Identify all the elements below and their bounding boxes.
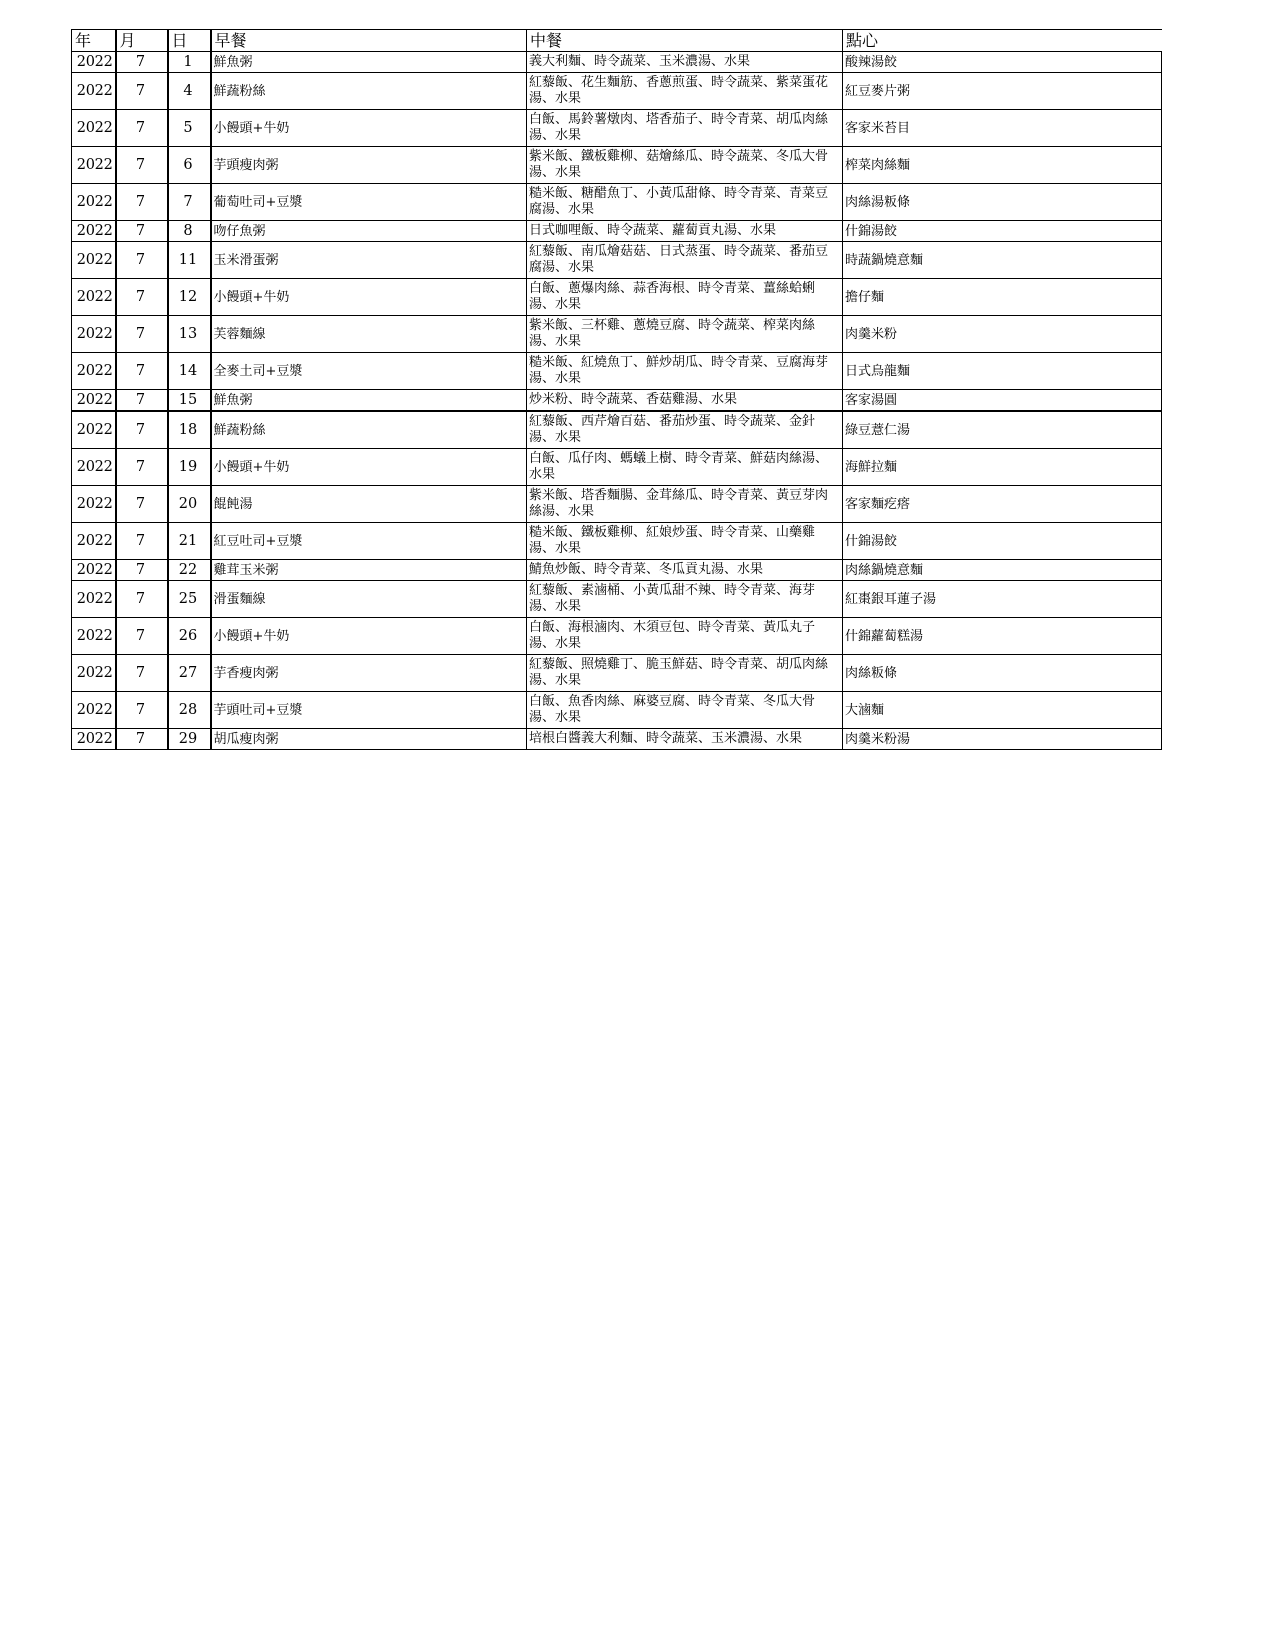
cell-year: 2022	[72, 110, 116, 147]
cell-breakfast: 小饅頭+牛奶	[211, 449, 527, 486]
cell-month: 7	[116, 110, 168, 147]
cell-snack: 客家湯圓	[843, 390, 1162, 412]
cell-year: 2022	[72, 692, 116, 729]
cell-month: 7	[116, 449, 168, 486]
cell-month: 7	[116, 560, 168, 581]
table-row	[72, 184, 1162, 221]
cell-breakfast: 鮮蔬粉絲	[211, 411, 527, 449]
cell-year: 2022	[72, 221, 116, 242]
cell-breakfast: 玉米滑蛋粥	[211, 242, 527, 279]
cell-lunch: 糙米飯、紅燒魚丁、鮮炒胡瓜、時令青菜、豆腐海芽湯、水果	[527, 353, 843, 390]
cell-month: 7	[116, 618, 168, 655]
cell-snack: 肉羹米粉	[843, 316, 1162, 353]
cell-breakfast: 鮮蔬粉絲	[211, 73, 527, 110]
table-row	[72, 618, 1162, 655]
table-row	[72, 316, 1162, 353]
cell-snack: 時蔬鍋燒意麵	[843, 242, 1162, 279]
cell-breakfast: 小饅頭+牛奶	[211, 279, 527, 316]
cell-day: 15	[168, 390, 211, 412]
cell-year: 2022	[72, 353, 116, 390]
cell-snack: 酸辣湯餃	[843, 52, 1162, 73]
table-row	[72, 390, 1162, 412]
cell-snack: 什錦湯餃	[843, 523, 1162, 560]
table-row	[72, 581, 1162, 618]
cell-month: 7	[116, 52, 168, 73]
cell-lunch: 白飯、魚香肉絲、麻婆豆腐、時令青菜、冬瓜大骨湯、水果	[527, 692, 843, 729]
table-body	[72, 52, 1162, 750]
cell-year: 2022	[72, 581, 116, 618]
cell-day: 1	[168, 52, 211, 73]
cell-lunch: 紅藜飯、素滷桶、小黃瓜甜不辣、時令青菜、海芽湯、水果	[527, 581, 843, 618]
cell-snack: 海鮮拉麵	[843, 449, 1162, 486]
table-row	[72, 692, 1162, 729]
cell-breakfast: 雞茸玉米粥	[211, 560, 527, 581]
table-row	[72, 353, 1162, 390]
cell-breakfast: 鮮魚粥	[211, 390, 527, 412]
cell-month: 7	[116, 523, 168, 560]
cell-snack: 肉羹米粉湯	[843, 729, 1162, 750]
cell-month: 7	[116, 279, 168, 316]
cell-lunch: 培根白醬義大利麵、時令蔬菜、玉米濃湯、水果	[527, 729, 843, 750]
cell-breakfast: 小饅頭+牛奶	[211, 618, 527, 655]
cell-breakfast: 芋香瘦肉粥	[211, 655, 527, 692]
cell-lunch: 紅藜飯、花生麵筋、香蔥煎蛋、時令蔬菜、紫菜蛋花湯、水果	[527, 73, 843, 110]
cell-month: 7	[116, 692, 168, 729]
cell-month: 7	[116, 73, 168, 110]
table-row	[72, 411, 1162, 449]
cell-year: 2022	[72, 147, 116, 184]
header-day: 日	[168, 30, 211, 52]
header-lunch: 中餐	[527, 30, 843, 52]
cell-day: 19	[168, 449, 211, 486]
table-row	[72, 147, 1162, 184]
cell-month: 7	[116, 411, 168, 449]
cell-lunch: 白飯、馬鈴薯燉肉、塔香茄子、時令青菜、胡瓜肉絲湯、水果	[527, 110, 843, 147]
cell-year: 2022	[72, 729, 116, 750]
cell-day: 5	[168, 110, 211, 147]
cell-year: 2022	[72, 449, 116, 486]
cell-lunch: 紅藜飯、南瓜燴菇菇、日式蒸蛋、時令蔬菜、番茄豆腐湯、水果	[527, 242, 843, 279]
cell-year: 2022	[72, 279, 116, 316]
cell-snack: 紅棗銀耳蓮子湯	[843, 581, 1162, 618]
cell-day: 14	[168, 353, 211, 390]
cell-month: 7	[116, 184, 168, 221]
cell-snack: 擔仔麵	[843, 279, 1162, 316]
cell-breakfast: 滑蛋麵線	[211, 581, 527, 618]
cell-month: 7	[116, 390, 168, 412]
cell-snack: 什錦蘿蔔糕湯	[843, 618, 1162, 655]
cell-month: 7	[116, 221, 168, 242]
cell-year: 2022	[72, 184, 116, 221]
cell-month: 7	[116, 729, 168, 750]
cell-breakfast: 芋頭瘦肉粥	[211, 147, 527, 184]
table-row	[72, 52, 1162, 73]
cell-breakfast: 全麥土司+豆漿	[211, 353, 527, 390]
cell-year: 2022	[72, 390, 116, 412]
cell-year: 2022	[72, 242, 116, 279]
cell-day: 28	[168, 692, 211, 729]
cell-lunch: 紫米飯、塔香麵腸、金茸絲瓜、時令青菜、黃豆芽肉絲湯、水果	[527, 486, 843, 523]
table-header	[72, 30, 1162, 52]
header-month: 月	[116, 30, 168, 52]
cell-day: 4	[168, 73, 211, 110]
cell-day: 22	[168, 560, 211, 581]
cell-day: 26	[168, 618, 211, 655]
table-row	[72, 279, 1162, 316]
cell-day: 18	[168, 411, 211, 449]
table-row	[72, 449, 1162, 486]
table-row	[72, 560, 1162, 581]
header-row	[72, 30, 1162, 52]
cell-day: 20	[168, 486, 211, 523]
cell-day: 27	[168, 655, 211, 692]
cell-month: 7	[116, 242, 168, 279]
cell-day: 11	[168, 242, 211, 279]
cell-lunch: 日式咖哩飯、時令蔬菜、蘿蔔貢丸湯、水果	[527, 221, 843, 242]
table-row	[72, 110, 1162, 147]
cell-year: 2022	[72, 316, 116, 353]
table-row	[72, 73, 1162, 110]
cell-breakfast: 芋頭吐司+豆漿	[211, 692, 527, 729]
cell-lunch: 鯖魚炒飯、時令青菜、冬瓜貢丸湯、水果	[527, 560, 843, 581]
menu-table	[71, 29, 1162, 750]
cell-month: 7	[116, 581, 168, 618]
cell-day: 25	[168, 581, 211, 618]
cell-lunch: 白飯、海根滷肉、木須豆包、時令青菜、黃瓜丸子湯、水果	[527, 618, 843, 655]
cell-snack: 肉絲粄條	[843, 655, 1162, 692]
cell-year: 2022	[72, 618, 116, 655]
cell-lunch: 糙米飯、鐵板雞柳、紅娘炒蛋、時令青菜、山藥雞湯、水果	[527, 523, 843, 560]
header-year: 年	[72, 30, 116, 52]
table-row	[72, 242, 1162, 279]
cell-snack: 客家米苔目	[843, 110, 1162, 147]
cell-year: 2022	[72, 486, 116, 523]
table-row	[72, 221, 1162, 242]
cell-breakfast: 葡萄吐司+豆漿	[211, 184, 527, 221]
cell-breakfast: 小饅頭+牛奶	[211, 110, 527, 147]
cell-year: 2022	[72, 411, 116, 449]
cell-month: 7	[116, 486, 168, 523]
cell-month: 7	[116, 147, 168, 184]
cell-snack: 榨菜肉絲麵	[843, 147, 1162, 184]
cell-snack: 肉絲鍋燒意麵	[843, 560, 1162, 581]
cell-snack: 客家麵疙瘩	[843, 486, 1162, 523]
cell-month: 7	[116, 353, 168, 390]
cell-day: 21	[168, 523, 211, 560]
cell-breakfast: 芙蓉麵線	[211, 316, 527, 353]
cell-lunch: 炒米粉、時令蔬菜、香菇雞湯、水果	[527, 390, 843, 412]
cell-lunch: 紫米飯、鐵板雞柳、菇燴絲瓜、時令蔬菜、冬瓜大骨湯、水果	[527, 147, 843, 184]
table-row	[72, 486, 1162, 523]
cell-day: 29	[168, 729, 211, 750]
cell-lunch: 白飯、蔥爆肉絲、蒜香海根、時令青菜、薑絲蛤蜊湯、水果	[527, 279, 843, 316]
cell-snack: 紅豆麥片粥	[843, 73, 1162, 110]
table-row	[72, 523, 1162, 560]
cell-breakfast: 鮮魚粥	[211, 52, 527, 73]
header-snack: 點心	[843, 30, 1162, 52]
cell-snack: 什錦湯餃	[843, 221, 1162, 242]
cell-breakfast: 餛飩湯	[211, 486, 527, 523]
cell-year: 2022	[72, 52, 116, 73]
cell-year: 2022	[72, 560, 116, 581]
cell-breakfast: 胡瓜瘦肉粥	[211, 729, 527, 750]
cell-day: 7	[168, 184, 211, 221]
cell-year: 2022	[72, 523, 116, 560]
cell-snack: 日式烏龍麵	[843, 353, 1162, 390]
cell-snack: 肉絲湯粄條	[843, 184, 1162, 221]
table-row	[72, 729, 1162, 750]
cell-day: 13	[168, 316, 211, 353]
cell-breakfast: 紅豆吐司+豆漿	[211, 523, 527, 560]
cell-day: 12	[168, 279, 211, 316]
cell-month: 7	[116, 655, 168, 692]
cell-breakfast: 吻仔魚粥	[211, 221, 527, 242]
cell-month: 7	[116, 316, 168, 353]
cell-year: 2022	[72, 655, 116, 692]
cell-lunch: 白飯、瓜仔肉、螞蟻上樹、時令青菜、鮮菇肉絲湯、水果	[527, 449, 843, 486]
cell-snack: 大滷麵	[843, 692, 1162, 729]
cell-snack: 綠豆薏仁湯	[843, 411, 1162, 449]
cell-lunch: 紅藜飯、照燒雞丁、脆玉鮮菇、時令青菜、胡瓜肉絲湯、水果	[527, 655, 843, 692]
header-breakfast: 早餐	[211, 30, 527, 52]
cell-lunch: 紅藜飯、西芹燴百菇、番茄炒蛋、時令蔬菜、金針湯、水果	[527, 411, 843, 449]
cell-year: 2022	[72, 73, 116, 110]
cell-day: 6	[168, 147, 211, 184]
cell-lunch: 義大利麵、時令蔬菜、玉米濃湯、水果	[527, 52, 843, 73]
table-row	[72, 655, 1162, 692]
cell-day: 8	[168, 221, 211, 242]
cell-lunch: 糙米飯、糖醋魚丁、小黃瓜甜條、時令青菜、青菜豆腐湯、水果	[527, 184, 843, 221]
cell-lunch: 紫米飯、三杯雞、蔥燒豆腐、時令蔬菜、榨菜肉絲湯、水果	[527, 316, 843, 353]
